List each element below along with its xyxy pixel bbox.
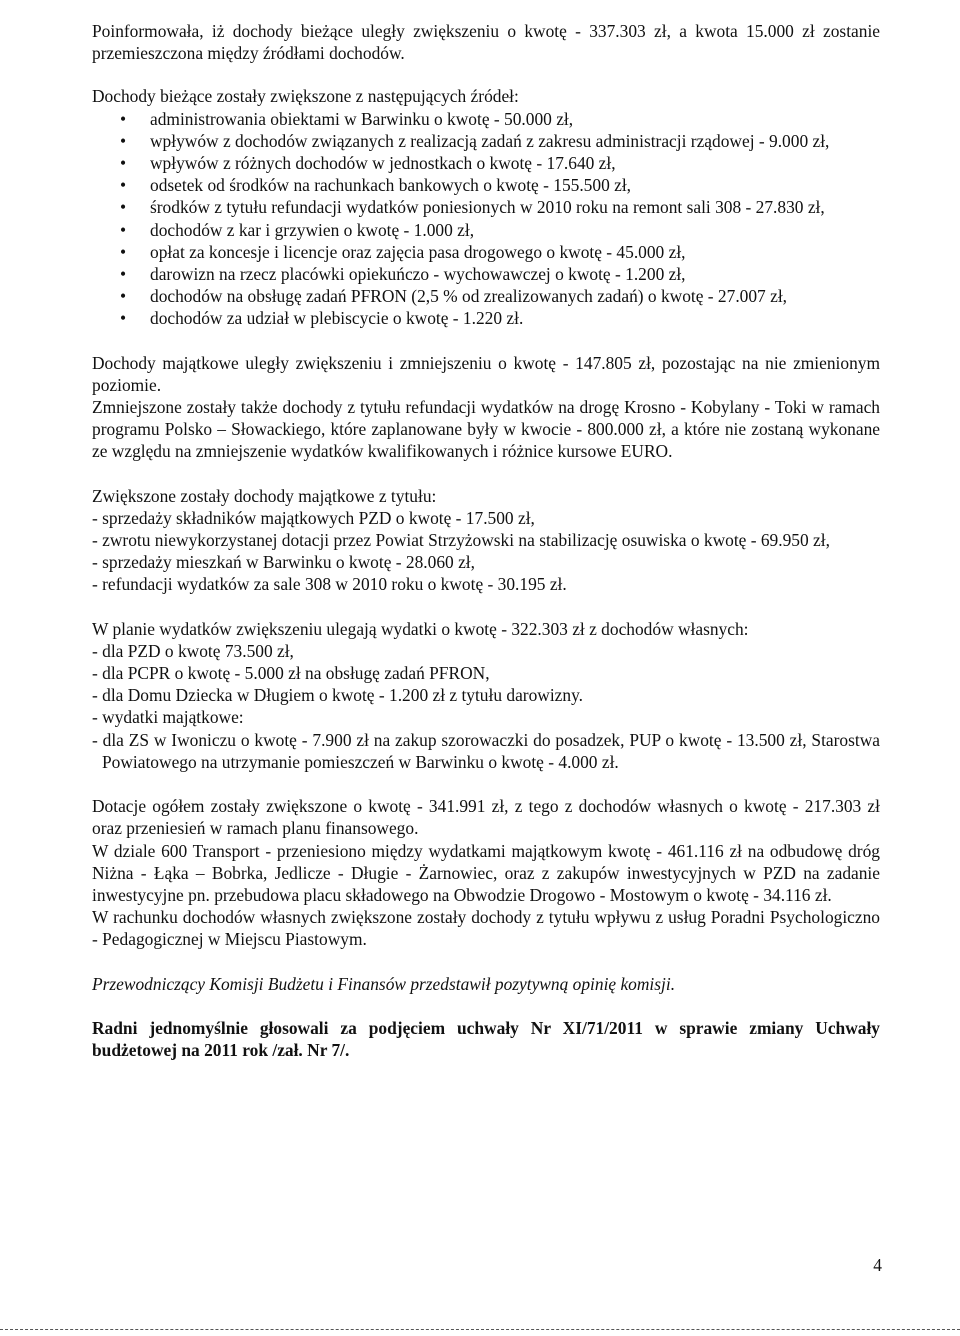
list-item: - dla Domu Dziecka w Długiem o kwotę - 1.200 zł z tytułu darowizny. <box>92 685 583 706</box>
page-number: 4 <box>873 1255 882 1275</box>
reduced-income-paragraph: Zmniejszone zostały także dochody z tytułu refundacji wydatków na drogę Krosno - Kobylany - Toki w ramach programu Polsko – Słowackiego, które zaplanowane były w kwocie - 800.000 zł, a które nie zostaną wykonane ze względu na zmniejszenie wydatków kwalifikowanych i różnice kursowe EURO. <box>92 397 880 462</box>
intro-paragraph: Poinformowała, iż dochody bieżące uległy zwiększeniu o kwotę - 337.303 zł, a kwota 15.000 zł zostanie przemieszczona między źródłami dochodów. <box>92 21 880 64</box>
list-item: • dochodów na obsługę zadań PFRON (2,5 % od zrealizowanych zadań) o kwotę - 27.007 zł, <box>92 285 880 307</box>
list-item: • darowizn na rzecz placówki opiekuńczo - wychowawczej o kwotę - 1.200 zł, <box>92 263 880 285</box>
increased-income-heading: Zwiększone zostały dochody majątkowe z tytułu: <box>92 485 437 506</box>
list-item: - refundacji wydatków za sale 308 w 2010 roku o kwotę - 30.195 zł. <box>92 574 567 595</box>
property-income-paragraph: Dochody majątkowe uległy zwiększeniu i zmniejszeniu o kwotę - 147.805 zł, pozostając na nie zmienionym poziomie. <box>92 352 880 395</box>
list-item: - wydatki majątkowe: <box>92 707 244 728</box>
list-item: • środków z tytułu refundacji wydatków poniesionych w 2010 roku na remont sali 308 - 27.830 zł, <box>92 196 880 218</box>
expenses-heading: W planie wydatków zwiększeniu ulegają wydatki o kwotę - 322.303 zł z dochodów własnych: <box>92 618 749 639</box>
footer-rule <box>0 1329 960 1331</box>
list-item: - zwrotu niewykorzystanej dotacji przez Powiat Strzyżowski na stabilizację osuwiska o kwotę - 69.950 zł, <box>92 530 830 551</box>
list-item: - dla PCPR o kwotę - 5.000 zł na obsługę zadań PFRON, <box>92 663 490 684</box>
own-income-paragraph: W rachunku dochodów własnych zwiększone zostały dochody z tytułu wpływu z usług Poradni Psychologiczno - Pedagogicznej w Miejscu Piastowym. <box>92 907 880 950</box>
document-page <box>92 20 880 1061</box>
current-income-list <box>92 108 880 330</box>
list-item: • odsetek od środków na rachunkach bankowych o kwotę - 155.500 zł, <box>92 174 880 196</box>
list-item: - dla ZS w Iwoniczu o kwotę - 7.900 zł na zakup szorowaczki do posadzek, PUP o kwotę - 13.500 zł, Starostwa Powiatowego na utrzymanie pomieszczeń w Barwinku o kwotę - 4.000 zł. <box>92 729 880 772</box>
list-item: • administrowania obiektami w Barwinku o kwotę - 50.000 zł, <box>92 108 880 130</box>
list-item: • dochodów z kar i grzywien o kwotę - 1.000 zł, <box>92 219 880 241</box>
current-income-heading: Dochody bieżące zostały zwiększone z następujących źródeł: <box>92 86 519 107</box>
list-item: - sprzedaży mieszkań w Barwinku o kwotę - 28.060 zł, <box>92 552 475 573</box>
list-item: - sprzedaży składników majątkowych PZD o kwotę - 17.500 zł, <box>92 507 535 528</box>
transport-paragraph: W dziale 600 Transport - przeniesiono między wydatkami majątkowym kwotę - 461.116 zł na odbudowę dróg Niżna - Łąka – Bobrka, Jedlicze - Długie - Żarnowiec, oraz z zakupów inwestycyjnych w PZD na zadanie inwestycyjne pn. przebudowa placu składowego na Obwodzie Drogowo - Mostowym o kwotę - 34.116 zł. <box>92 840 880 905</box>
list-item: • wpływów z dochodów związanych z realizacją zadań z zakresu administracji rządowej - 9.000 zł, <box>92 130 880 152</box>
list-item: • opłat za koncesje i licencje oraz zajęcia pasa drogowego o kwotę - 45.000 zł, <box>92 241 880 263</box>
list-item: • dochodów za udział w plebiscycie o kwotę - 1.220 zł. <box>92 307 880 329</box>
vote-resolution: Radni jednomyślnie głosowali za podjęciem uchwały Nr XI/71/2011 w sprawie zmiany Uchwały budżetowej na 2011 rok /zał. Nr 7/. <box>92 1017 880 1060</box>
list-item: - dla PZD o kwotę 73.500 zł, <box>92 640 294 661</box>
list-item: • wpływów z różnych dochodów w jednostkach o kwotę - 17.640 zł, <box>92 152 880 174</box>
commission-opinion: Przewodniczący Komisji Budżetu i Finansów przedstawił pozytywną opinię komisji. <box>92 973 676 994</box>
grants-paragraph: Dotacje ogółem zostały zwiększone o kwotę - 341.991 zł, z tego z dochodów własnych o kwotę - 217.303 zł oraz przeniesień w ramach planu finansowego. <box>92 796 880 839</box>
